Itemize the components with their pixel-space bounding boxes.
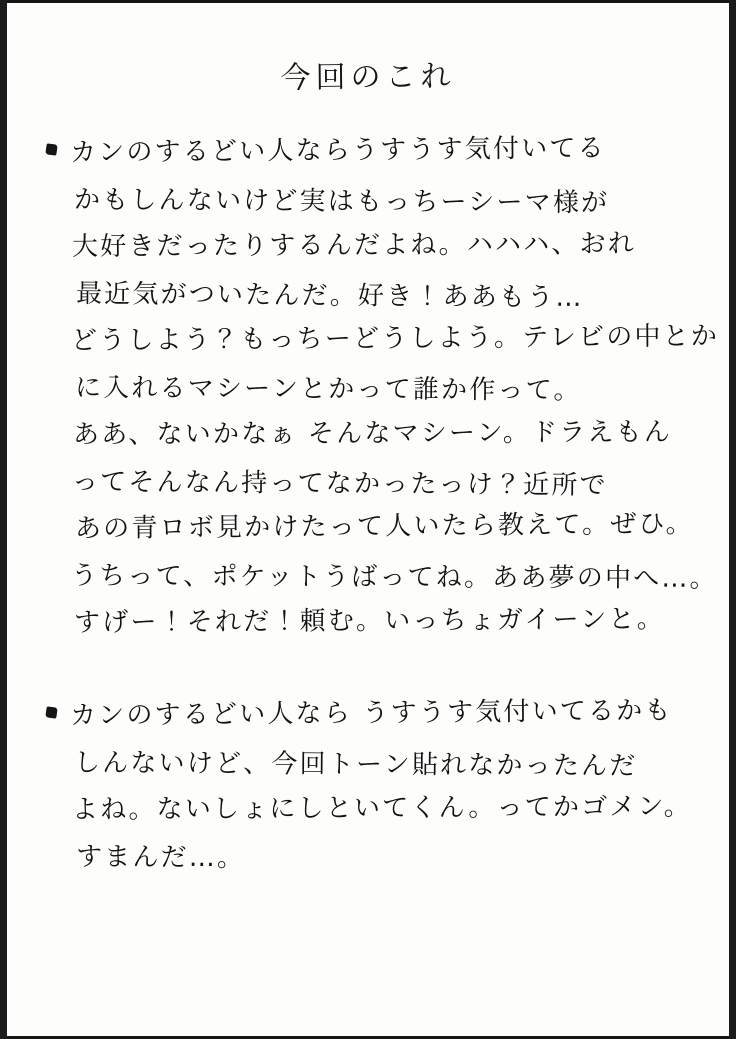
text-line: ああ、ないかなぁ そんなマシーン。ドラえもん — [72, 417, 673, 450]
text-line: ってそんなん持ってなかったっけ？近所で — [71, 467, 608, 501]
text-line: すまんだ…。 — [75, 842, 246, 874]
square-bullet-icon — [45, 706, 57, 718]
text-line: どうしよう？もっちーどうしよう。テレビの中とか — [70, 321, 720, 356]
page-border-left — [0, 0, 7, 1039]
text-line: 大好きだったりするんだよね。ハハハ、おれ — [71, 229, 637, 262]
text-line: しんないけど、今回トーン貼れなかったんだ — [73, 748, 638, 782]
text-line: に入れるマシーンとかって誰か作って。 — [74, 373, 582, 406]
text-line: カンのするどい人なら うすうす気付いてるかも — [69, 695, 673, 731]
paragraph-2 — [40, 693, 696, 881]
text-line: すげー！それだ！頼む。いっちょガイーンと。 — [73, 604, 665, 638]
text-line: よね。ないしょにしといてくん。ってかゴメン。 — [71, 791, 692, 825]
text-line: うちって、ポケットうばってね。ああ夢の中へ…。 — [70, 561, 718, 594]
text-line: 最近気がついたんだ。好き！ああもう… — [75, 279, 584, 314]
square-bullet-icon — [45, 143, 57, 155]
text-line: カンのするどい人ならうすうす気付いてる — [69, 133, 606, 168]
text-line: あの青ロボ見かけたって人いたら教えて。ぜひ。 — [74, 509, 694, 544]
text-line: かもしんないけど実はもっちーシーマ様が — [73, 185, 610, 219]
page-title: 今回のこれ — [280, 59, 456, 96]
page-border-right — [729, 0, 736, 1039]
paragraph-1 — [40, 130, 720, 647]
page-content — [40, 0, 720, 1039]
